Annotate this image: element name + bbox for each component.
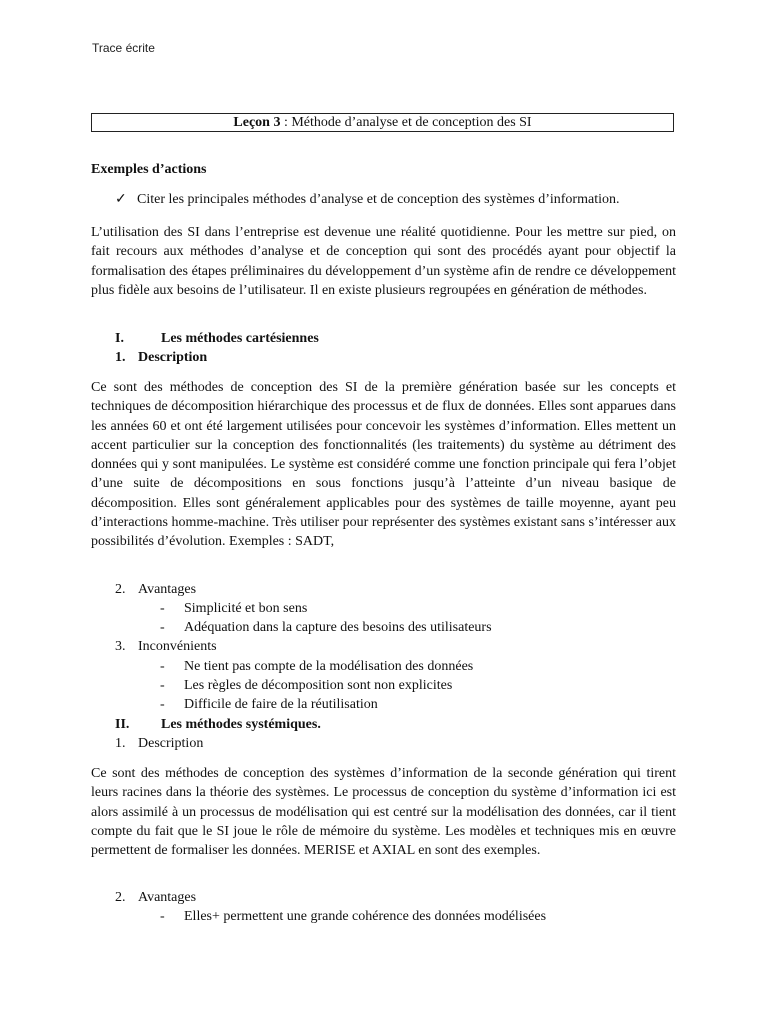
lesson-label: Leçon 3 bbox=[233, 115, 281, 130]
examples-heading: Exemples d’actions bbox=[91, 162, 207, 177]
lesson-title-box bbox=[91, 113, 674, 132]
page-header: Trace écrite bbox=[92, 41, 155, 55]
section2-heading bbox=[115, 717, 321, 733]
examples-item bbox=[115, 191, 619, 208]
section2-advantages-heading bbox=[115, 890, 196, 906]
list-item: - Elles+ permettent une grande cohérence des données modélisées bbox=[160, 909, 547, 924]
section1-inconvenients-number: 3. bbox=[115, 639, 126, 654]
section1-description-paragraph: Ce sont des méthodes de conception des SI de la première génération basée sur les concepts et techniques de décomposition hiérarchique des processus et de flux de données. Elles sont apparues dans les années 60 et ont été largement utilisées pour concevoir les systèmes d’information. Elles mettent un accent particulier sur la conception des fonctionnalités (les traitements) du système au détriment des données qui y sont manipulées. Le système est considéré comme une fonction principale qui fera l’objet d’une suite de décompositions en sous fonctions jusqu’à l’atteinte d’un niveau basique de décomposition. Elles sont généralement applicables pour des systèmes de taille moyenne, ayant peu d’interactions homme-machine. Très utiliser pour représenter des systèmes existant sans s’intéresser aux possibilités d’évolution. Exemples : SADT, bbox=[91, 380, 676, 550]
section1-number: I. bbox=[115, 331, 124, 346]
section2-description-heading bbox=[115, 736, 203, 752]
section1-inconvenients-title: Inconvénients bbox=[138, 639, 217, 654]
check-icon: ✓ bbox=[115, 192, 127, 207]
intro-paragraph: L’utilisation des SI dans l’entreprise est devenue une réalité quotidienne. Pour les mettre sur pied, on fait recours aux méthodes d’analyse et de conception qui sont des procédés ayant pour objectif la formalisation des étapes préliminaires du développement d’un système afin de rendre ce développement plus fidèle aux besoins de l’utilisateur. Il en existe plusieurs regroupées en génération de méthodes. bbox=[91, 225, 676, 298]
section2-advantages-title: Avantages bbox=[138, 890, 197, 905]
section1-title: Les méthodes cartésiennes bbox=[161, 331, 319, 346]
section2-title: Les méthodes systémiques. bbox=[161, 717, 321, 732]
examples-item-text: Citer les principales méthodes d’analyse et de conception des systèmes d’information. bbox=[137, 192, 620, 207]
section1-advantages-heading bbox=[115, 582, 196, 598]
list-item: - Les règles de décomposition sont non explicites bbox=[160, 678, 453, 693]
section2-advantages-number: 2. bbox=[115, 890, 126, 905]
section1-description-heading bbox=[115, 350, 207, 366]
list-item: - Ne tient pas compte de la modélisation des données bbox=[160, 659, 474, 674]
section2-description-number: 1. bbox=[115, 736, 126, 751]
section2-number: II. bbox=[115, 717, 130, 732]
section1-description-title: Description bbox=[138, 350, 208, 365]
list-item: - Simplicité et bon sens bbox=[160, 601, 308, 616]
list-item: - Difficile de faire de la réutilisation bbox=[160, 697, 378, 712]
section1-heading bbox=[115, 331, 319, 347]
section1-description-number: 1. bbox=[115, 350, 126, 365]
section2-description-title: Description bbox=[138, 736, 204, 751]
section2-description-paragraph: Ce sont des méthodes de conception des systèmes d’information de la seconde génération qui tirent leurs racines dans la théorie des systèmes. Le processus de conception du système d’information ici est alors assimilé à un processus de modélisation qui est centré sur la modélisation des données, car il tient compte du fait que le SI joue le rôle de mémoire du système. Les modèles et techniques mis en œuvre permettent de formaliser les données. MERISE et AXIAL en sont des exemples. bbox=[91, 766, 676, 859]
section1-advantages-number: 2. bbox=[115, 582, 126, 597]
list-item: - Adéquation dans la capture des besoins des utilisateurs bbox=[160, 620, 492, 635]
section1-inconvenients-heading bbox=[115, 639, 217, 655]
section1-advantages-title: Avantages bbox=[138, 582, 197, 597]
lesson-title: : Méthode d’analyse et de conception des SI bbox=[280, 115, 532, 130]
